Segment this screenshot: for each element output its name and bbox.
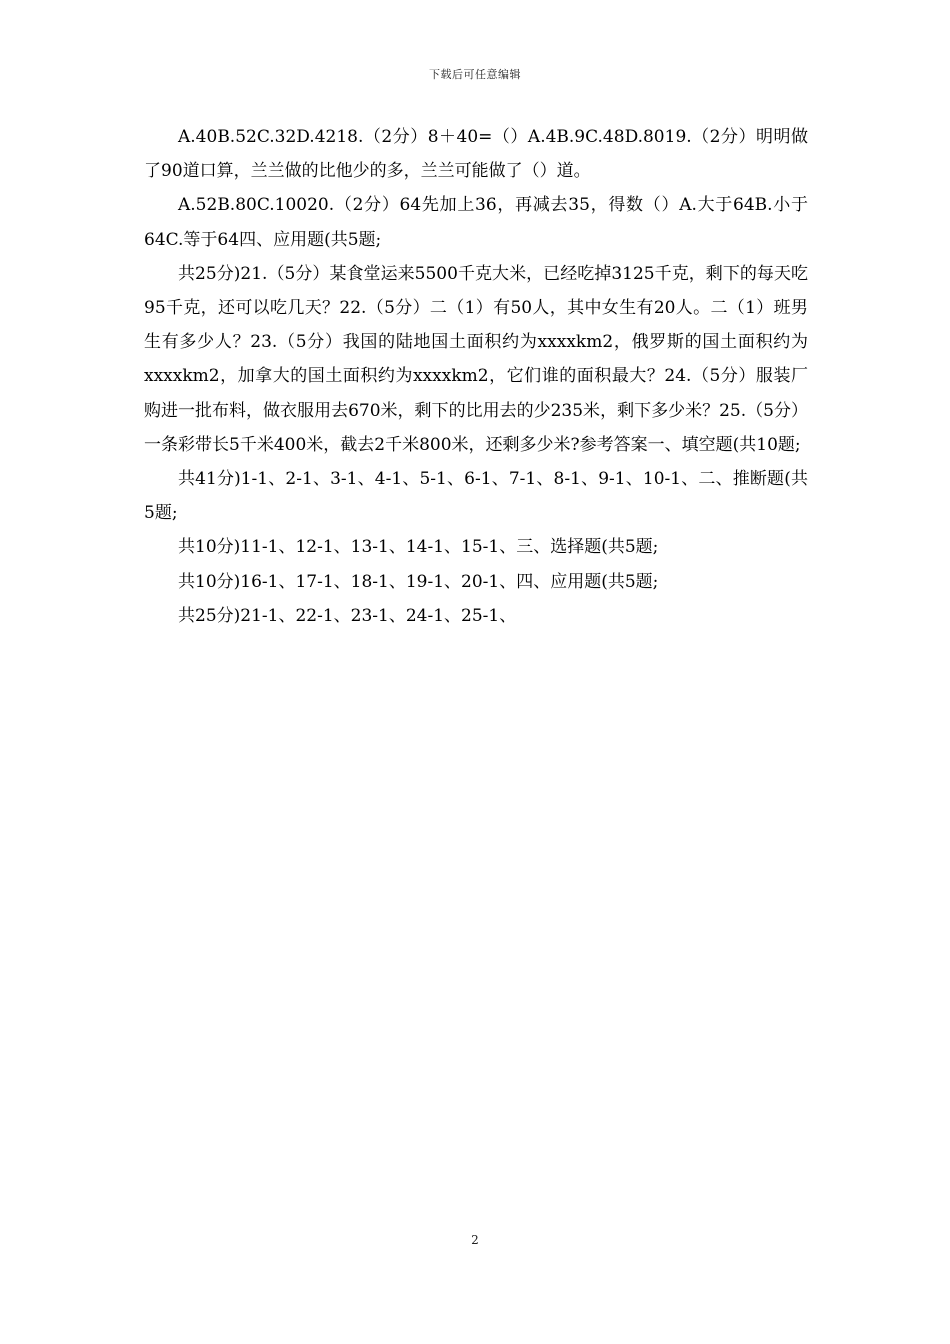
paragraph: 共41分)1-1、2-1、3-1、4-1、5-1、6-1、7-1、8-1、9-1、10-1、二、推断题(共5题; (144, 469, 808, 524)
page-header: 下载后可任意编辑 (429, 68, 521, 81)
paragraph: A.52B.80C.10020.（2分）64先加上36，再减去35，得数（）A.大于64B.小于64C.等于64四、应用题(共5题; (144, 195, 808, 250)
document-body (144, 120, 808, 633)
paragraph: A.40B.52C.32D.4218.（2分）8＋40=（）A.4B.9C.48D.8019.（2分）明明做了90道口算，兰兰做的比他少的多，兰兰可能做了（）道。 (144, 127, 808, 182)
paragraph: 共10分)16-1、17-1、18-1、19-1、20-1、四、应用题(共5题; (178, 571, 659, 592)
paragraph: 共10分)11-1、12-1、13-1、14-1、15-1、三、选择题(共5题; (178, 537, 659, 558)
paragraph: 共25分)21.（5分）某食堂运来5500千克大米，已经吃掉3125千克，剩下的每天吃95千克，还可以吃几天？22.（5分）二（1）有50人，其中女生有20人。二（1）班男生有多少人？23.（5分）我国的陆地国土面积约为xxxxkm2，俄罗斯的国土面积约为xxxxkm2，加拿大的国土面积约为xxxxkm2，它们谁的面积最大？24.（5分）服装厂购进一批布料，做衣服用去670米，剩下的比用去的少235米，剩下多少米？25.（5分）一条彩带长5千米400米，截去2千米800米，还剩多少米?参考答案一、填空题(共10题; (144, 263, 808, 455)
paragraph: 共25分)21-1、22-1、23-1、24-1、25-1、 (178, 605, 517, 626)
page-number: 2 (471, 1233, 479, 1247)
